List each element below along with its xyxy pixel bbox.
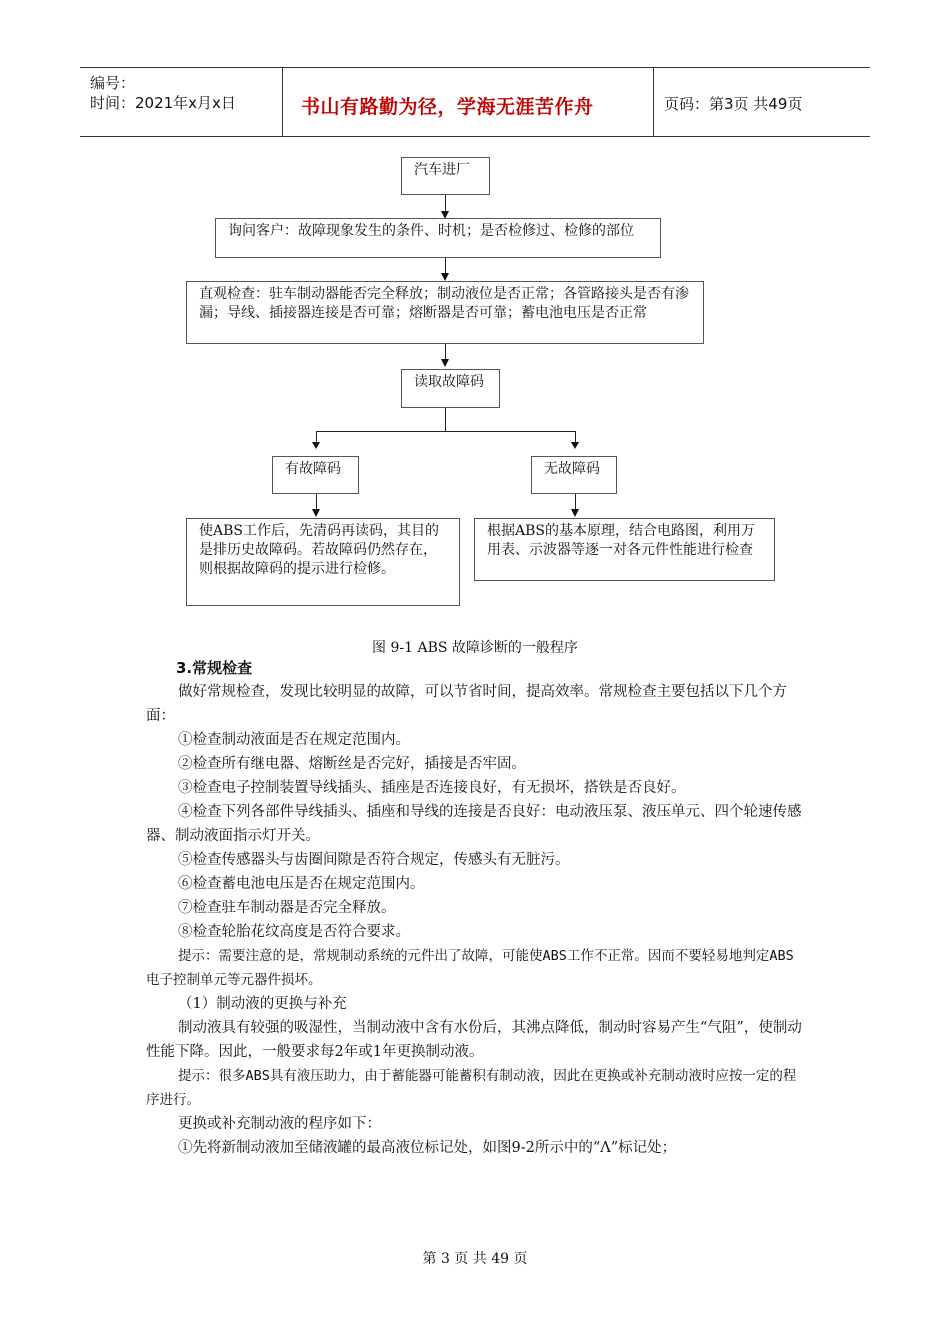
arrow-down-icon (312, 442, 320, 449)
list-item: ①检查制动液面是否在规定范围内。 (178, 732, 410, 748)
figure-caption: 图 9-1 ABS 故障诊断的一般程序 (372, 640, 578, 656)
list-item: ③检查电子控制装置导线插头、插座是否连接良好，有无损坏，搭铁是否良好。 (178, 780, 686, 796)
hint-note: 提示：很多ABS具有液压助力，由于蓄能器可能蓄积有制动液，因此在更换或补充制动液时应按一定的程序进行。 (146, 1068, 797, 1108)
list-item: ⑤检查传感器头与齿圈间隙是否符合规定，传感头有无脏污。 (178, 852, 570, 868)
list-item: ⑦检查驻车制动器是否完全释放。 (178, 900, 396, 916)
sub-heading: （1）制动液的更换与补充 (178, 996, 347, 1012)
list-item: ②检查所有继电器、熔断丝是否完好，插接是否牢固。 (178, 756, 526, 772)
list-item: ⑥检查蓄电池电压是否在规定范围内。 (178, 876, 425, 892)
arrow-down-icon (441, 273, 449, 281)
arrow-down-icon (571, 442, 579, 449)
header-meta (80, 68, 283, 136)
arrow-down-icon (312, 509, 320, 517)
connector (445, 408, 446, 432)
branch-line (316, 431, 575, 432)
flow-action-clear-and-read: 使ABS工作后，先清码再读码，其目的是排历史故障码。若故障码仍然存在，则根据故障码的提示进行检修。 (186, 518, 460, 606)
flow-branch-no-codes: 无故障码 (531, 456, 617, 494)
arrow-down-icon (571, 509, 579, 517)
flow-step-ask-customer: 询问客户：故障现象发生的条件、时机；是否检修过、检修的部位 (215, 218, 661, 258)
doc-code-label: 编号： (90, 74, 136, 92)
paragraph: 制动液具有较强的吸湿性，当制动液中含有水份后，其沸点降低，制动时容易产生“气阻”，使制动性能下降。因此，一般要求每2年或1年更换制动液。 (146, 1020, 802, 1060)
connector (316, 494, 317, 510)
header-page-info: 页码：第3页 共49页 (664, 95, 803, 113)
section-body (146, 656, 806, 1160)
flow-step-visual-check: 直观检查：驻车制动器能否完全释放；制动液位是否正常；各管路接头是否有渗漏；导线、插接器连接是否可靠；熔断器是否可靠；蓄电池电压是否正常 (186, 281, 704, 344)
list-item: ⑧检查轮胎花纹高度是否符合要求。 (178, 924, 410, 940)
section-intro: 做好常规检查，发现比较明显的故障，可以节省时间，提高效率。常规检查主要包括以下几个方面： (146, 684, 787, 724)
flow-step-read-codes: 读取故障码 (401, 369, 500, 408)
page-header (80, 67, 870, 137)
flow-action-component-check: 根据ABS的基本原理，结合电路图，利用万用表、示波器等逐一对各元件性能进行检查 (474, 518, 775, 581)
header-motto: 书山有路勤为径，学海无涯苦作舟 (301, 96, 594, 118)
flow-step-car-enters: 汽车进厂 (401, 157, 490, 195)
flow-branch-has-codes: 有故障码 (272, 456, 359, 494)
connector (575, 494, 576, 510)
hint-note: 提示：需要注意的是，常规制动系统的元件出了故障，可能使ABS工作不正常。因而不要轻易地判定ABS电子控制单元等元器件损坏。 (146, 948, 794, 988)
list-item: ④检查下列各部件导线插头、插座和导线的连接是否良好：电动液压泵、液压单元、四个轮速传感器、制动液面指示灯开关。 (146, 804, 802, 844)
header-motto-cell (283, 68, 654, 136)
list-item: ①先将新制动液加至储液罐的最高液位标记处，如图9-2所示中的“Λ”标记处； (178, 1140, 677, 1156)
paragraph: 更换或补充制动液的程序如下： (178, 1116, 381, 1132)
arrow-down-icon (441, 359, 449, 367)
section-heading: 3.常规检查 (176, 659, 253, 677)
doc-time-label: 时间：2021年x月x日 (90, 94, 236, 112)
page-footer: 第 3 页 共 49 页 (422, 1251, 528, 1267)
